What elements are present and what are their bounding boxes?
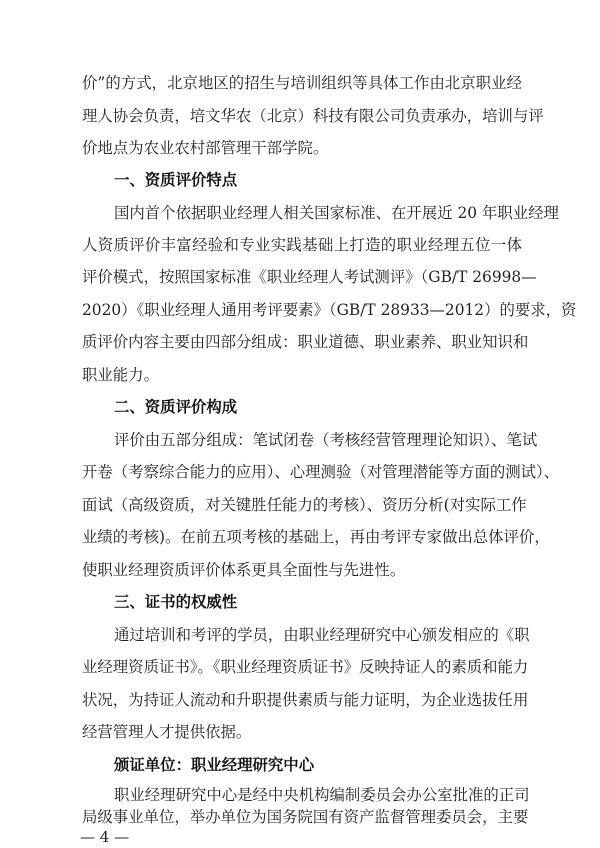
paragraph-line: 职业经理研究中心是经中央机构编制委员会办公室批准的正司 xyxy=(114,786,530,804)
paragraph-line: 业经理资质证书》。《职业经理资质证书》反映持证人的素质和能力 xyxy=(82,658,529,676)
paragraph-line: 经营管理人才提供依据。 xyxy=(82,723,252,741)
paragraph-line: 价地点为农业农村部管理干部学院。 xyxy=(82,139,329,157)
paragraph-line: 评价模式，按照国家标准《职业经理人考试测评》（GB/T 26998— xyxy=(82,268,537,286)
paragraph-line: 评价由五部分组成：笔试闭卷（考核经营管理理论知识）、笔试 xyxy=(114,431,538,449)
section-heading: 三、证书的权威性 xyxy=(114,593,238,611)
paragraph-line: 业绩的考核)。在前五项考核的基础上，再由考评专家做出总体评价， xyxy=(82,528,550,546)
paragraph-line: 价”的方式，北京地区的招生与培训组织等具体工作由北京职业经 xyxy=(82,74,522,92)
page-number: — 4 — xyxy=(80,828,130,846)
paragraph-line: 质评价内容主要由四部分组成：职业道德、职业素养、职业知识和 xyxy=(82,333,529,351)
paragraph-line: 状况，为持证人流动和升职提供素质与能力证明，为企业选拔任用 xyxy=(82,691,529,709)
section-heading: 颁证单位：职业经理研究中心 xyxy=(114,756,315,774)
paragraph-line: 面试（高级资质，对关键胜任能力的考核）、资历分析(对实际工作 xyxy=(82,496,527,514)
paragraph-line: 使职业经理资质评价体系更具全面性与先进性。 xyxy=(82,561,406,579)
paragraph-line: 通过培训和考评的学员，由职业经理研究中心颁发相应的《职 xyxy=(114,626,530,644)
paragraph-line: 国内首个依据职业经理人相关国家标准、在开展近 20 年职业经理 xyxy=(114,204,559,222)
paragraph-line: 理人协会负责，培文华农（北京）科技有限公司负责承办，培训与评 xyxy=(82,107,544,125)
paragraph-line: 开卷（考察综合能力的应用）、心理测验（对管理潜能等方面的测试）、 xyxy=(82,463,560,481)
paragraph-line: 职业能力。 xyxy=(82,366,159,384)
paragraph-line: 2020）《职业经理人通用考评要素》（GB/T 28933—2012）的要求，资 xyxy=(82,301,577,319)
section-heading: 二、资质评价构成 xyxy=(114,398,238,416)
section-heading: 一、资质评价特点 xyxy=(114,171,238,189)
paragraph-line: 局级事业单位，举办单位为国务院国有资产监督管理委员会，主要 xyxy=(82,808,529,826)
paragraph-line: 人资质评价丰富经验和专业实践基础上打造的职业经理五位一体 xyxy=(82,236,522,254)
